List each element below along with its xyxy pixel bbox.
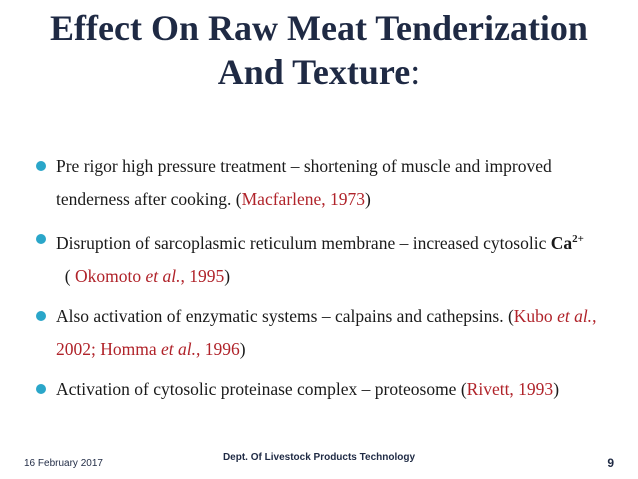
footer-department: Dept. Of Livestock Products Technology [222, 452, 416, 463]
citation-year: , 2002; Homma [56, 305, 597, 359]
bullet-text: ( [56, 265, 75, 286]
title-line-1: Effect On Raw Meat Tenderization [50, 8, 588, 48]
citation: Rivett, 1993 [466, 378, 554, 399]
citation-author: Kubo [513, 305, 558, 326]
bullet-dot-icon [36, 234, 46, 244]
bullet-item [36, 300, 616, 366]
bullet-list [36, 150, 616, 413]
title-line-2: And Texture [217, 52, 411, 92]
slide-title [0, 6, 638, 94]
citation [75, 266, 224, 286]
bullet-dot-icon [36, 384, 46, 394]
bullet-text: Pre rigor high pressure treatment – shortening of muscle and improved tenderness after cooking. ( [56, 156, 552, 209]
bullet-item [36, 223, 616, 293]
bullet-text: ) [553, 378, 560, 399]
bullet-text: ) [365, 189, 371, 209]
bullet-dot-icon [36, 311, 46, 321]
footer-date: 16 February 2017 [24, 458, 103, 469]
citation-etal: et al. [145, 265, 181, 286]
citation-author: Okomoto [74, 265, 146, 286]
bullet-text: ) [224, 265, 231, 286]
citation-year: 1996 [200, 338, 240, 359]
calcium-ion [551, 233, 584, 253]
bullet-text: Activation of cytosolic proteinase complex – proteosome ( [56, 378, 467, 399]
page-number: 9 [607, 456, 614, 470]
citation-etal: et al., [161, 338, 201, 359]
citation: Macfarlene, 1973 [241, 189, 366, 209]
bullet-dot-icon [36, 161, 46, 171]
citation-year: , 1995 [180, 265, 225, 286]
bullet-text: ) [239, 338, 246, 359]
bullet-item [36, 373, 616, 406]
title-colon: : [410, 52, 421, 92]
calcium-charge: 2+ [572, 233, 584, 245]
citation-etal: et al. [557, 305, 593, 326]
calcium-symbol: Ca [550, 232, 573, 253]
bullet-text: Also activation of enzymatic systems – calpains and cathepsins. ( [56, 305, 514, 326]
bullet-item [36, 150, 616, 216]
bullet-text: Disruption of sarcoplasmic reticulum membrane – increased cytosolic [56, 232, 551, 253]
